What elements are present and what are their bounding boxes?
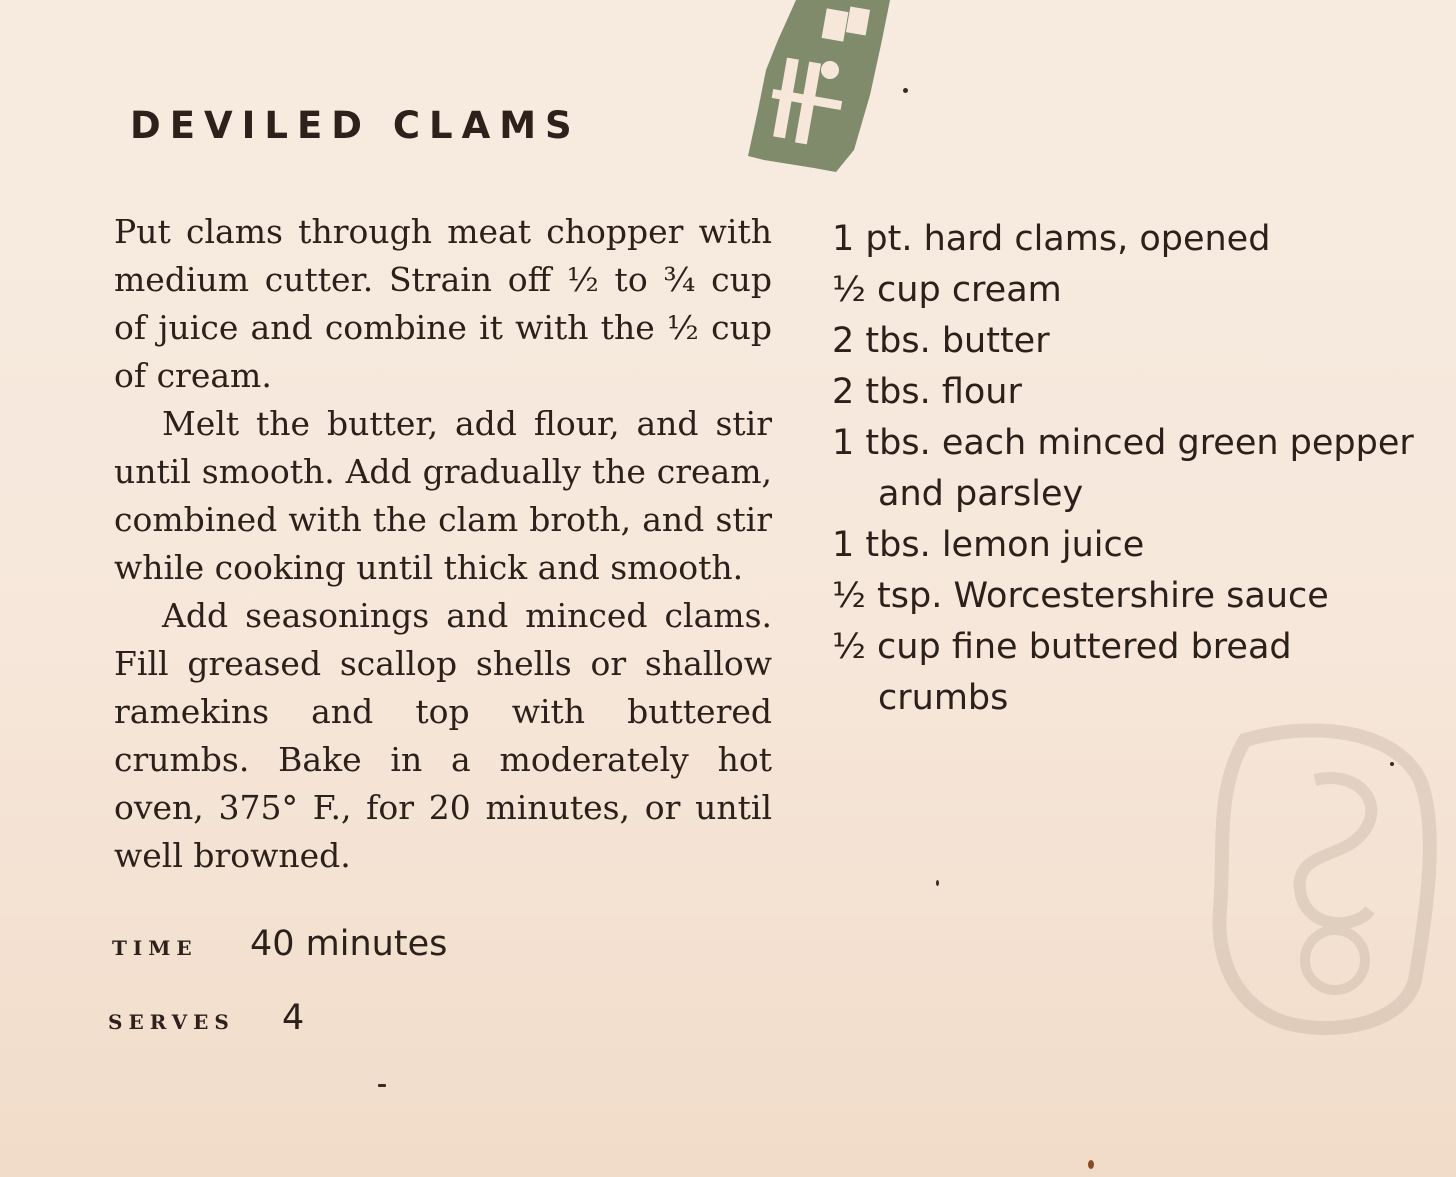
paper-speck — [378, 1084, 386, 1087]
time-row — [112, 924, 447, 964]
method-paragraph: Put clams through meat chopper with medium cutter. Strain off ½ to ¾ cup of juice and combine it with the ½ cup of cream. — [114, 212, 772, 395]
method-text — [114, 208, 772, 880]
recipe-title: DEVILED CLAMS — [130, 104, 581, 147]
paper-speck — [903, 88, 908, 93]
ingredient-item: ½ cup fine buttered bread crumbs — [832, 627, 1292, 718]
serves-row — [108, 998, 304, 1038]
ingredient-item: ½ cup cream — [832, 270, 1062, 310]
time-value: 40 minutes — [250, 924, 448, 964]
ingredient-item: 2 tbs. butter — [832, 321, 1050, 361]
ingredient-item: 1 tbs. each minced green pepper and parsley — [832, 423, 1414, 514]
serves-value: 4 — [282, 998, 305, 1038]
ingredient-item: 2 tbs. flour — [832, 372, 1022, 412]
ingredients-list — [832, 214, 1422, 724]
ingredient-item: 1 tbs. lemon juice — [832, 525, 1145, 565]
method-paragraph: Add seasonings and minced clams. Fill greased scallop shells or shallow ramekins and top with buttered crumbs. Bake in a moderately hot oven, 375° F., for 20 minutes, or until well browned. — [114, 596, 772, 875]
time-label: TIME — [112, 936, 198, 960]
ingredient-item: 1 pt. hard clams, opened — [832, 219, 1271, 259]
method-paragraph: Melt the butter, add flour, and stir until smooth. Add gradually the cream, combined with the clam broth, and stir while cooking until thick and smooth. — [114, 404, 772, 587]
serves-label: SERVES — [108, 1010, 235, 1034]
paper-speck — [936, 880, 939, 886]
watermark-illustration-icon — [1205, 720, 1445, 1040]
paper-speck — [1390, 762, 1394, 766]
window-illustration-icon — [744, 0, 894, 180]
paper-speck — [1088, 1160, 1094, 1169]
ingredient-item: ½ tsp. Worcestershire sauce — [832, 576, 1329, 616]
